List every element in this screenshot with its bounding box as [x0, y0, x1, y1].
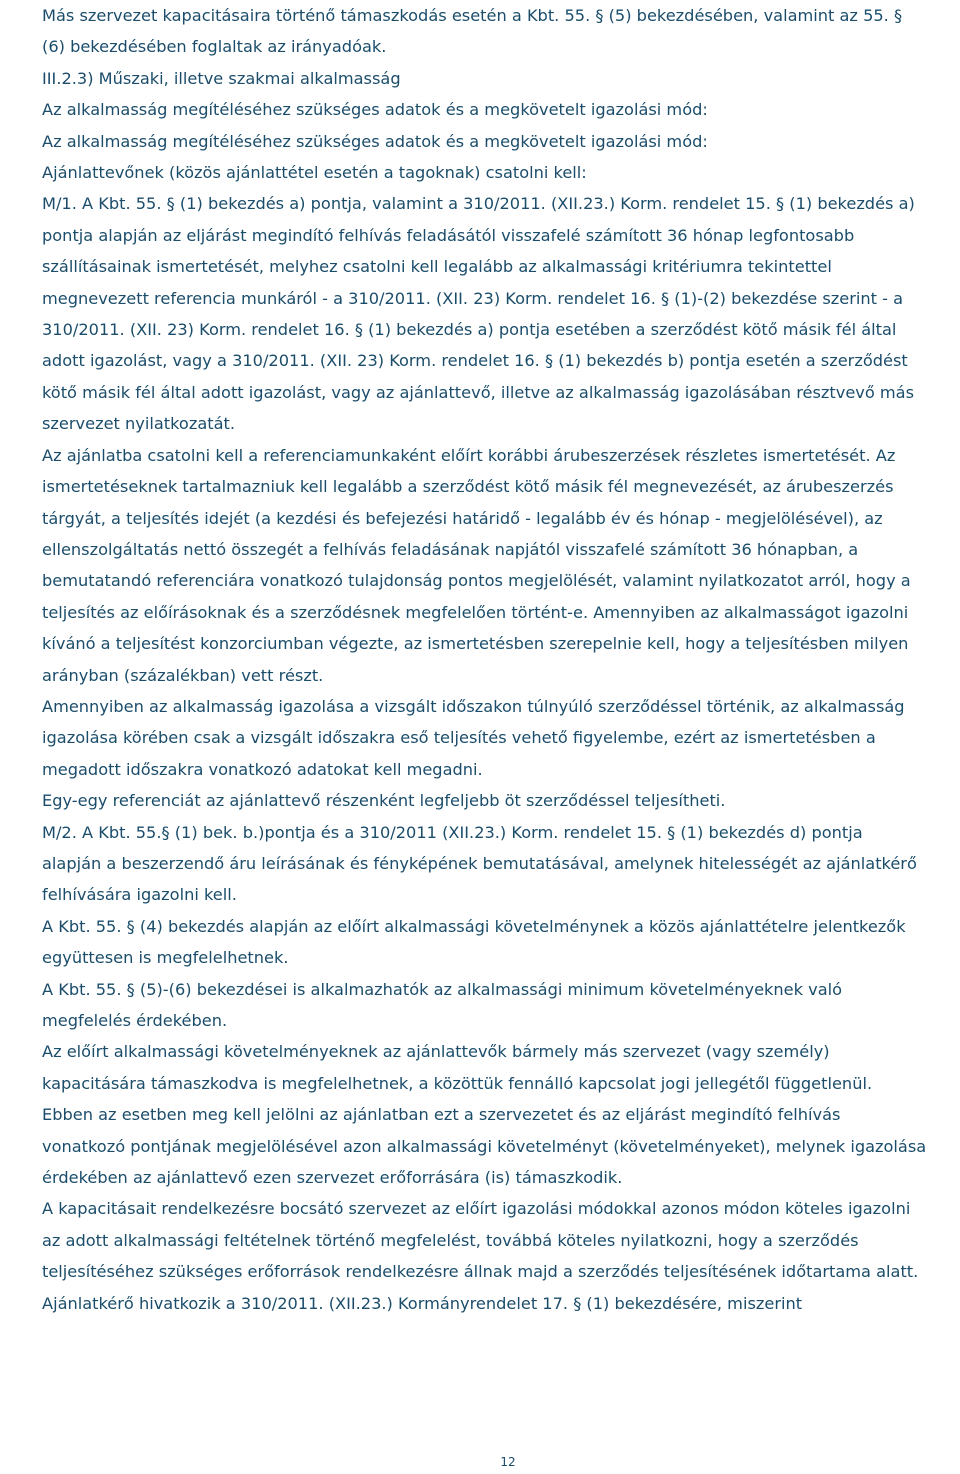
period-paragraph: Amennyiben az alkalmasság igazolása a vizsgált időszakon túlnyúló szerződéssel történik, az alkalmasság igazolása körében csak a vizsgált időszakra eső teljesítés vehető figyelembe, ezért az ismertetésben a megadott időszakra vonatkozó adatokat kell megadni.: [42, 696, 910, 779]
indicate-organization-paragraph: Ebben az esetben meg kell jelölni az ajánlatban ezt a szervezetet és az eljárást megindító felhívás vonatkozó pontjának megjelölésével azon alkalmassági követelményt (követelményeket), melynek igazolása érdekében az ajánlattevő ezen szervezet erőforrására (is) támaszkodik.: [42, 1105, 932, 1188]
reference-paragraph: Az ajánlatba csatolni kell a referenciamunkaként előírt korábbi árubeszerzések részletes ismertetését. Az ismertetéseknek tartalmazniuk kell legalább a szerződést kötő másik fél megnevezését, az árubeszerzés tárgyát, a teljesítés idejét (a kezdési és befejezési határidő - legalább év és hónap - megjelölésével), az ellenszolgáltatás nettó összegét a felhívás feladásának napjától visszafelé számított 36 hónapban, a bemutatandó referenciára vonatkozó tulajdonság pontos megjelölését, valamint nyilatkozatot arról, hogy a teljesítés az előírásoknak és a szerződésnek megfelelően történt-e. Amennyiben az alkalmasságot igazolni kívánó a teljesítést konzorciumban végezte, az ismertetésben szerepelnie kell, hogy a teljesítésben milyen arányban (százalékban) vett részt.: [42, 445, 916, 685]
m1-paragraph: M/1. A Kbt. 55. § (1) bekezdés a) pontja, valamint a 310/2011. (XII.23.) Korm. rendelet 15. § (1) bekezdés a) pontja alapján az eljárást megindító felhívás feladásától visszafelé számított 36 hónap legfontosabb szállításainak ismertetését, melyhez csatolni kell legalább az alkalmassági kritériumra tekintettel megnevezett referencia munkáról - a 310/2011. (XII. 23) Korm. rendelet 16. § (1)-(2) bekezdése szerint - a 310/2011. (XII. 23) Korm. rendelet 16. § (1) bekezdés a) pontja esetében a szerződést kötő másik fél által adott igazolást, vagy a 310/2011. (XII. 23) Korm. rendelet 16. § (1) bekezdés b) pontja esetén a szerződést kötő másik fél által adott igazolást, vagy az ajánlattevő, illetve az alkalmasság igazolásában résztvevő más szervezet nyilatkozatát.: [42, 194, 921, 434]
max-contracts-paragraph: Egy-egy referenciát az ajánlattevő részenként legfeljebb öt szerződéssel teljesítheti.: [42, 791, 726, 811]
bidder-paragraph: Ajánlattevőnek (közös ajánlattétel esetén a tagoknak) csatolni kell:: [42, 163, 587, 183]
kbt-55-4-paragraph: A Kbt. 55. § (4) bekezdés alapján az előírt alkalmassági követelménynek a közös ajánlattételre jelentkezők együttesen is megfelelhetnek.: [42, 916, 911, 968]
refers-paragraph: Ajánlatkérő hivatkozik a 310/2011. (XII.23.) Kormányrendelet 17. § (1) bekezdésére, miszerint: [42, 1293, 803, 1313]
m2-paragraph: M/2. A Kbt. 55.§ (1) bek. b.)pontja és a 310/2011 (XII.23.) Korm. rendelet 15. § (1) bekezdés d) pontja alapján a beszerzendő áru leírásának és fényképének bemutatásával, amelynek hitelességét az ajánlatkérő felhívására igazolni kell.: [42, 822, 923, 905]
capacity-paragraph: A kapacitásait rendelkezésre bocsátó szervezet az előírt igazolási módokkal azonos módon köteles igazolni az adott alkalmassági feltételnek történő megfelelést, továbbá köteles nyilatkozni, hogy a szerződés teljesítéséhez szükséges erőforrások rendelkezésre állnak majd a szerződés teljesítésének időtartama alatt.: [42, 1199, 919, 1282]
page-number: 12: [500, 1455, 516, 1469]
document-body: [42, 0, 932, 1319]
subheading-1: Az alkalmasság megítéléséhez szükséges adatok és a megkövetelt igazolási mód:: [42, 100, 708, 120]
kbt-55-5-6-paragraph: A Kbt. 55. § (5)-(6) bekezdései is alkalmazhatók az alkalmassági minimum követelményeknek való megfelelés érdekében.: [42, 979, 848, 1030]
subheading-2: Az alkalmasság megítéléséhez szükséges adatok és a megkövetelt igazolási mód:: [42, 131, 708, 151]
intro-paragraph: Más szervezet kapacitásaira történő támaszkodás esetén a Kbt. 55. § (5) bekezdésében, valamint az 55. § (6) bekezdésében foglaltak az irányadóak.: [42, 6, 908, 57]
section-heading: III.2.3) Műszaki, illetve szakmai alkalmasság: [42, 68, 401, 88]
other-organization-paragraph: Az előírt alkalmassági követelményeknek az ajánlattevők bármely más szervezet (vagy személy) kapacitására támaszkodva is megfelelhetnek, a közöttük fennálló kapcsolat jogi jellegétől függetlenül.: [42, 1042, 873, 1093]
